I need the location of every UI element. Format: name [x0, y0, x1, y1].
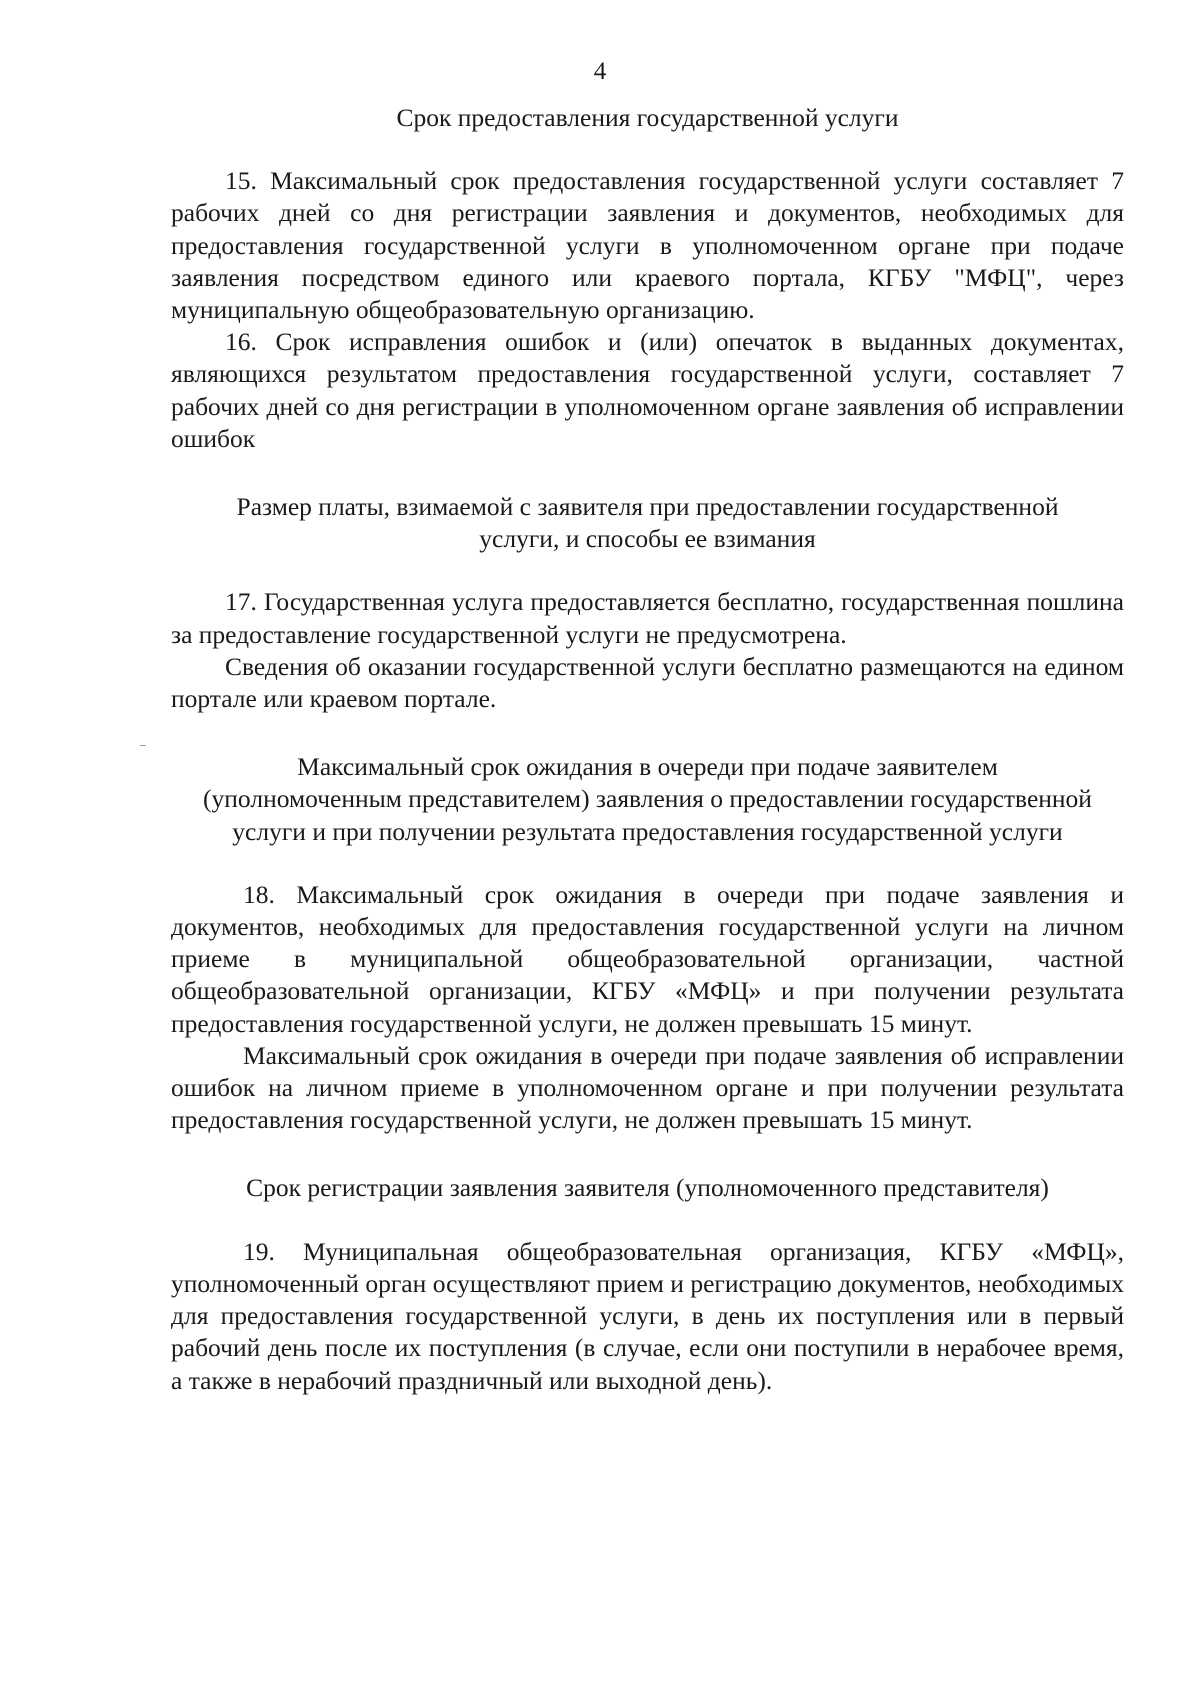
paragraph-17-continued: Сведения об оказании государственной услуги бесплатно размещаются на едином портале или краевом портале.: [171, 651, 1124, 714]
margin-mark: [140, 745, 146, 746]
paragraph-16: 16. Срок исправления ошибок и (или) опечаток в выданных документах, являющихся результатом предоставления государственной услуги, составляет 7 рабочих дней со дня регистрации в уполномоченном органе заявления об исправлении ошибок: [171, 327, 1124, 453]
page-number: 4: [593, 58, 607, 85]
section-heading: Размер платы, взимаемой с заявителя при предоставлении государственной услуги, и способы ее взимания: [236, 492, 1059, 554]
paragraph-18: 18. Максимальный срок ожидания в очереди при подаче заявления и документов, необходимых для предоставления государственной услуги на личном приеме в муниципальной общеобразовательной организации, частной общеобразовательной организации, КГБУ «МФЦ» и при получении результата предоставления государственной услуги, не должен превышать 15 минут.: [171, 879, 1124, 1038]
document-body: [171, 102, 1124, 1397]
paragraph-15: 15. Максимальный срок предоставления государственной услуги составляет 7 рабочих дней со дня регистрации заявления и документов, необходимых для предоставления государственной услуги в уполномоченном органе при подаче заявления посредством единого или краевого портала, КГБУ "МФЦ", через муниципальную общеобразовательную организацию.: [171, 166, 1124, 325]
section-heading: Срок регистрации заявления заявителя (уполномоченного представителя): [246, 1173, 1049, 1203]
section-registration: [171, 1172, 1124, 1396]
paragraph-18-continued: Максимальный срок ожидания в очереди при подаче заявления об исправлении ошибок на личном приеме в уполномоченном органе и при получении результата предоставления государственной услуги, не должен превышать 15 минут.: [171, 1040, 1124, 1135]
section-service-term: [171, 102, 1124, 455]
paragraph-17: 17. Государственная услуга предоставляется бесплатно, государственная пошлина за предоставление государственной услуги не предусмотрена.: [171, 587, 1124, 649]
section-fee: [171, 491, 1124, 715]
section-queue-wait: [171, 751, 1124, 1136]
paragraph-19: 19. Муниципальная общеобразовательная организация, КГБУ «МФЦ», уполномоченный орган осуществляют прием и регистрацию документов, необходимых для предоставления государственной услуги, в день их поступления или в первый рабочий день после их поступления (в случае, если они поступили в нерабочее время, а также в нерабочий праздничный или выходной день).: [171, 1236, 1124, 1395]
section-heading: Максимальный срок ожидания в очереди при подаче заявителем (уполномоченным представителем) заявления о предоставлении государственной услуги и при получении результата предоставления государственной услуги: [203, 752, 1092, 846]
section-heading: Срок предоставления государственной услуги: [396, 103, 899, 132]
